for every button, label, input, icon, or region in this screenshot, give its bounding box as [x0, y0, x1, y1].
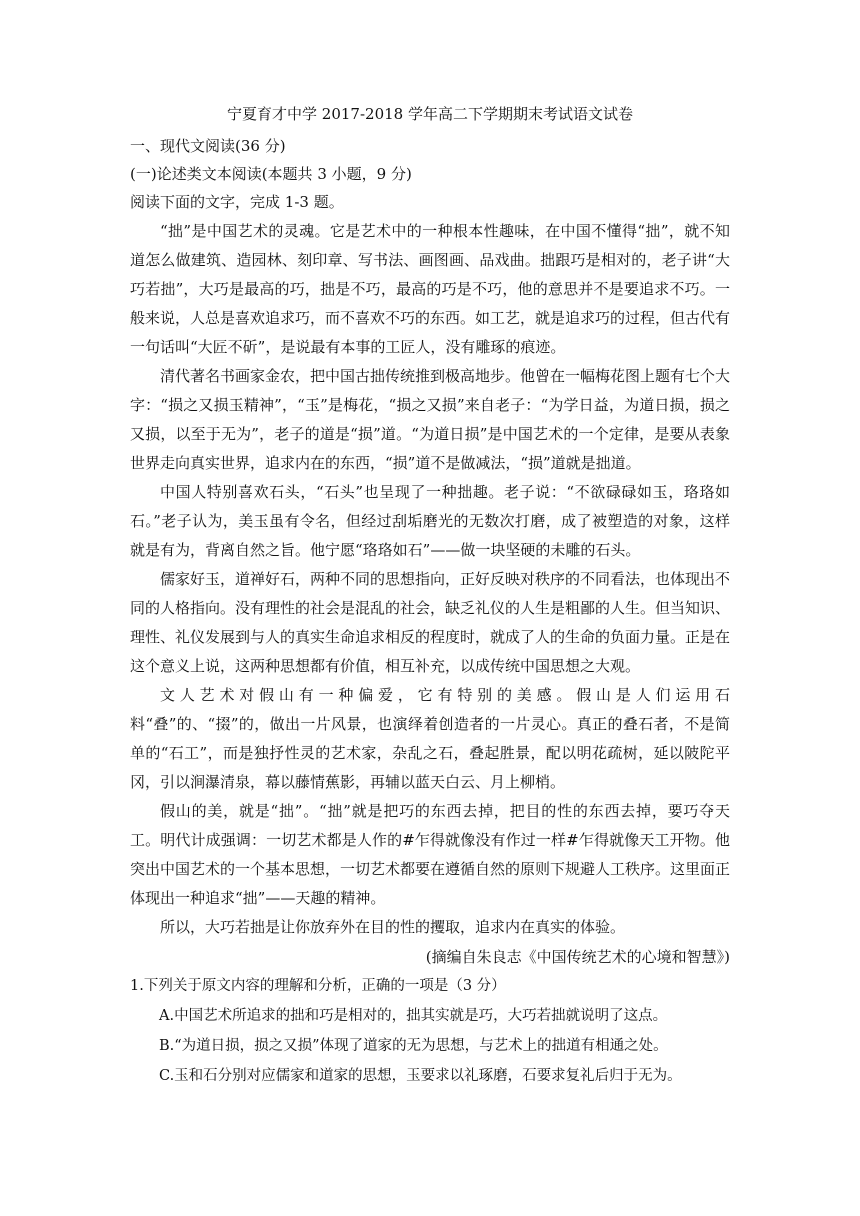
paragraph-7: 所以，大巧若拙是让你放弃外在目的性的攫取，追求内在真实的体验。 [160, 918, 626, 936]
document-body [130, 96, 730, 1091]
subsection-heading: (一)论述类文本阅读(本题共 3 小题，9 分) [130, 165, 412, 183]
paragraph-4: 儒家好玉，道禅好石，两种不同的思想指向，正好反映对秩序的不同看法，也体现出不同的人格指向。没有理性的社会是混乱的社会，缺乏礼仪的人生是粗鄙的人生。但当知识、理性、礼仪发展到与人的真实生命追求相反的程度时，就成了人的生命的负面力量。正是在这个意义上说，这两种思想都有价值，相互补充，以成传统中国思想之大观。 [130, 570, 731, 675]
paragraph-1: “拙”是中国艺术的灵魂。它是艺术中的一种根本性趣味，在中国不懂得“拙”，就不知道怎么做建筑、造园林、刻印章、写书法、画图画、品戏曲。拙跟巧是相对的，老子讲“大巧若拙”，大巧是最高的巧，拙是不巧，最高的巧是不巧，他的意思并不是要追求不巧。一般来说，人总是喜欢追求巧，而不喜欢不巧的东西。如工艺，就是追求巧的过程，但古代有一句话叫“大匠不斫”，是说最有本事的工匠人，没有雕琢的痕迹。 [130, 222, 731, 356]
paragraph-5: 文人艺术对假山有一种偏爱，它有特别的美感。假山是人们运用石料“叠”的、“掇”的，做出一片风景，也演绎着创造者的一片灵心。真正的叠石者，不是简单的“石工”，而是独抒性灵的艺术家，杂乱之石，叠起胜景，配以明花疏树，延以陂陀平冈，引以涧瀑清泉，幕以藤情蕉影，再辅以蓝天白云、月上柳梢。 [130, 686, 730, 791]
section-heading: 一、现代文阅读(36 分) [130, 137, 286, 155]
option-b: B.“为道日损，损之又损”体现了道家的无为思想，与艺术上的拙道有相通之处。 [159, 1038, 668, 1054]
paragraph-3: 中国人特别喜欢石头，“石头”也呈现了一种拙趣。老子说：“不欲碌碌如玉，珞珞如石。”老子认为，美玉虽有令名，但经过刮垢磨光的无数次打磨，成了被塑造的对象，这样就是有为，背离自然之旨。他宁愿“珞珞如石”——做一块坚硬的未雕的石头。 [130, 483, 730, 559]
document-title: 宁夏育才中学 2017-2018 学年高二下学期期末考试语文试卷 [227, 105, 633, 123]
paragraph-6: 假山的美，就是“拙”。“拙”就是把巧的东西去掉，把目的性的东西去掉，要巧夺天工。明代计成强调：一切艺术都是人作的#乍得就像没有作过一样#乍得就像天工开物。他突出中国艺术的一个基本思想，一切艺术都要在遵循自然的原则下规避人工秩序。这里面正体现出一种追求“拙”——天趣的精神。 [130, 802, 731, 907]
paragraph-2: 清代著名书画家金农，把中国古拙传统推到极高地步。他曾在一幅梅花图上题有七个大字：“损之又损玉精神”，“玉”是梅花，“损之又损”来自老子：“为学日益，为道日损，损之又损，以至于无为”，老子的道是“损”道。“为道日损”是中国艺术的一个定律，是要从表象世界走向真实世界，追求内在的东西，“损”道不是做减法，“损”道就是拙道。 [130, 367, 731, 472]
option-a: A.中国艺术所追求的拙和巧是相对的，拙其实就是巧，大巧若拙就说明了这点。 [159, 1008, 668, 1024]
reading-instruction: 阅读下面的文字，完成 1-3 题。 [130, 193, 344, 211]
source-citation: (摘编自朱良志《中国传统艺术的心境和智慧》) [425, 948, 730, 966]
option-c: C.玉和石分别对应儒家和道家的思想，玉要求以礼琢磨，石要求复礼后归于无为。 [159, 1068, 682, 1084]
question-1: 1.下列关于原文内容的理解和分析，正确的一项是（3 分） [130, 978, 506, 994]
